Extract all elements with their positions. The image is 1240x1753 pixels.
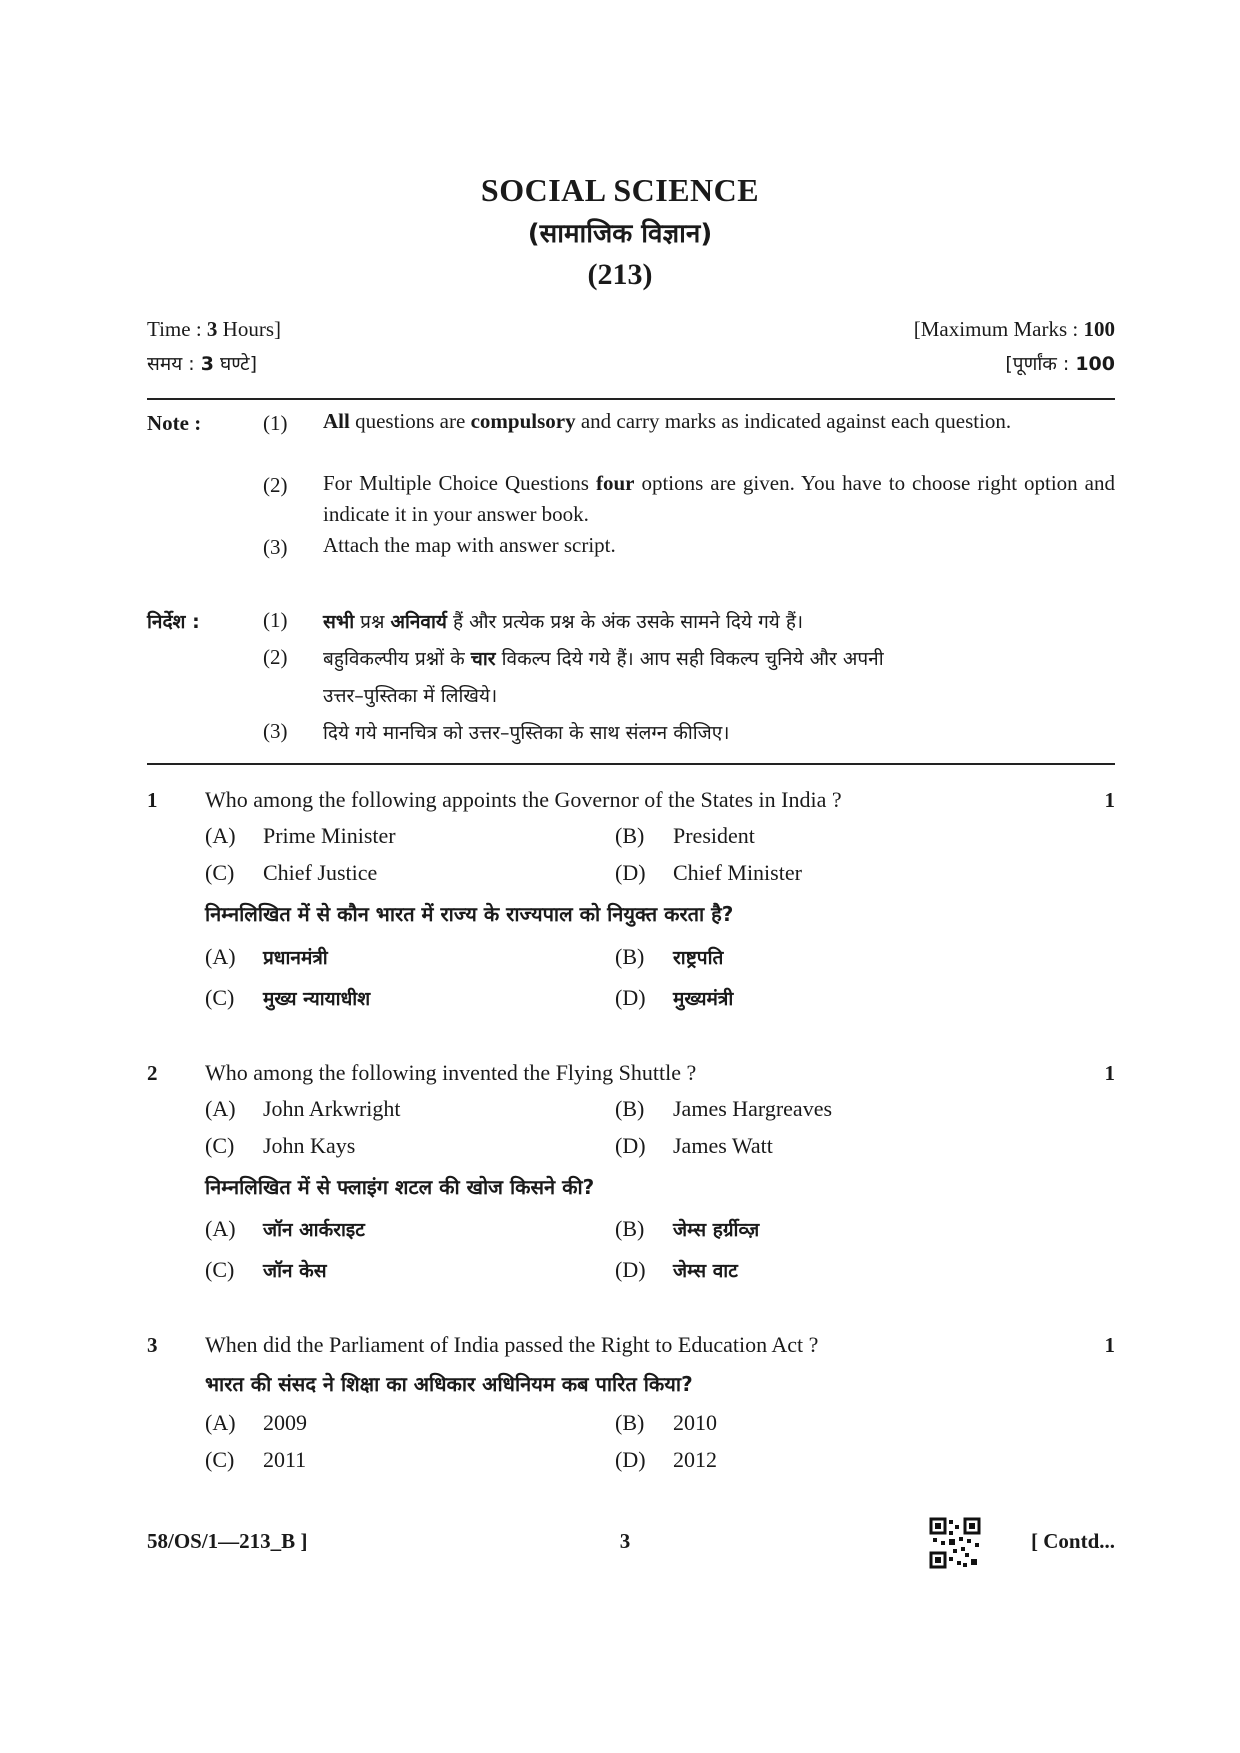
note-1-hindi: सभी प्रश्न अनिवार्य हैं और प्रत्येक प्रश्न के अंक उसके सामने दिये गये हैं। [323,611,804,633]
note-2-hindi-cont: उत्तर–पुस्तिका में लिखिये। [323,685,498,707]
paper-title-hindi: (सामाजिक विज्ञान) [527,219,713,249]
max-marks-info-hindi: [पूर्णांक : 100 [1005,353,1115,375]
note-number: (3) [263,719,288,743]
option-text: James Watt [673,1133,773,1158]
option-text-hindi: जॉन केस [263,1260,327,1282]
option-text-hindi: प्रधानमंत्री [263,947,328,969]
time-info: Time : 3 Hours] [147,317,281,341]
option-label: (C) [205,1447,235,1472]
option-text: President [673,823,755,848]
question-number: 1 [147,788,158,812]
note-number: (3) [263,535,288,559]
option-text: 2012 [673,1447,717,1472]
option-text: James Hargreaves [673,1096,833,1121]
question-text-hindi: निम्नलिखित में से कौन भारत में राज्य के राज्यपाल को नियुक्त करता है? [205,902,734,926]
option-label: (D) [615,1257,646,1282]
note-number: (1) [263,608,288,632]
note-1: All questions are compulsory and carry marks as indicated against each question. [323,409,1012,433]
option-text: Chief Justice [263,860,378,885]
question-text-hindi: भारत की संसद ने शिक्षा का अधिकार अधिनियम कब पारित किया? [205,1372,693,1396]
question-marks: 1 [1104,1061,1115,1085]
note-number: (2) [263,645,288,669]
page-number: 3 [619,1529,631,1553]
option-text: Prime Minister [263,823,396,848]
qr-code-icon [929,1517,981,1569]
option-label: (C) [205,1257,235,1282]
question-text: Who among the following appoints the Governor of the States in India ? [205,787,842,812]
option-text-hindi: जेम्स हर्ग्रीव्ज़ [673,1219,760,1241]
option-label: (C) [205,1133,235,1158]
option-label: (D) [615,1447,646,1472]
option-text: Chief Minister [673,860,802,885]
note-2: For Multiple Choice Questions four options are given. You have to choose right option and indicate it in your answer book. [323,471,1115,526]
divider [147,763,1115,765]
option-text: 2009 [263,1410,307,1435]
option-label: (D) [615,1133,646,1158]
option-text-hindi: राष्ट्रपति [673,947,724,969]
option-text: John Kays [263,1133,356,1158]
question-marks: 1 [1104,788,1115,812]
divider [147,398,1115,400]
note-label: Note : [147,411,202,435]
paper-code-footer: 58/OS/1—213_B ] [147,1529,308,1553]
option-label: (D) [615,985,646,1010]
note-number: (2) [263,473,288,497]
note-3: Attach the map with answer script. [323,533,616,557]
note-number: (1) [263,411,288,435]
question-text-hindi: निम्नलिखित में से फ्लाइंग शटल की खोज किसने की? [205,1175,595,1199]
question-marks: 1 [1104,1333,1115,1357]
option-label: (A) [205,1096,236,1121]
option-label: (B) [615,1410,645,1435]
option-label: (C) [205,985,235,1010]
option-label: (D) [615,860,646,885]
option-text-hindi: मुख्यमंत्री [673,988,734,1010]
question-text: Who among the following invented the Flying Shuttle ? [205,1060,697,1085]
note-3-hindi: दिये गये मानचित्र को उत्तर–पुस्तिका के साथ संलग्न कीजिए। [323,722,730,744]
paper-code: (213) [587,258,653,291]
option-label: (A) [205,1410,236,1435]
option-label: (A) [205,823,236,848]
option-label: (B) [615,823,645,848]
note-label-hindi: निर्देश : [147,611,200,633]
option-text: John Arkwright [263,1096,401,1121]
option-text: 2010 [673,1410,717,1435]
continued-indicator: [ Contd... [1030,1529,1115,1553]
max-marks-info: [Maximum Marks : 100 [913,317,1115,341]
option-label: (C) [205,860,235,885]
question-number: 3 [147,1333,158,1357]
option-label: (A) [205,944,236,969]
option-text: 2011 [263,1447,307,1472]
option-label: (B) [615,1096,645,1121]
option-label: (B) [615,944,645,969]
question-text: When did the Parliament of India passed the Right to Education Act ? [205,1332,819,1357]
option-text-hindi: जेम्स वाट [673,1260,738,1282]
option-text-hindi: जॉन आर्कराइट [263,1219,365,1241]
option-label: (B) [615,1216,645,1241]
note-2-hindi: बहुविकल्पीय प्रश्नों के चार विकल्प दिये गये हैं। आप सही विकल्प चुनिये और अपनी [323,648,884,670]
option-label: (A) [205,1216,236,1241]
paper-title: SOCIAL SCIENCE [480,172,760,208]
question-number: 2 [147,1061,158,1085]
time-info-hindi: समय : 3 घण्टे] [147,353,258,375]
option-text-hindi: मुख्य न्यायाधीश [263,988,371,1010]
